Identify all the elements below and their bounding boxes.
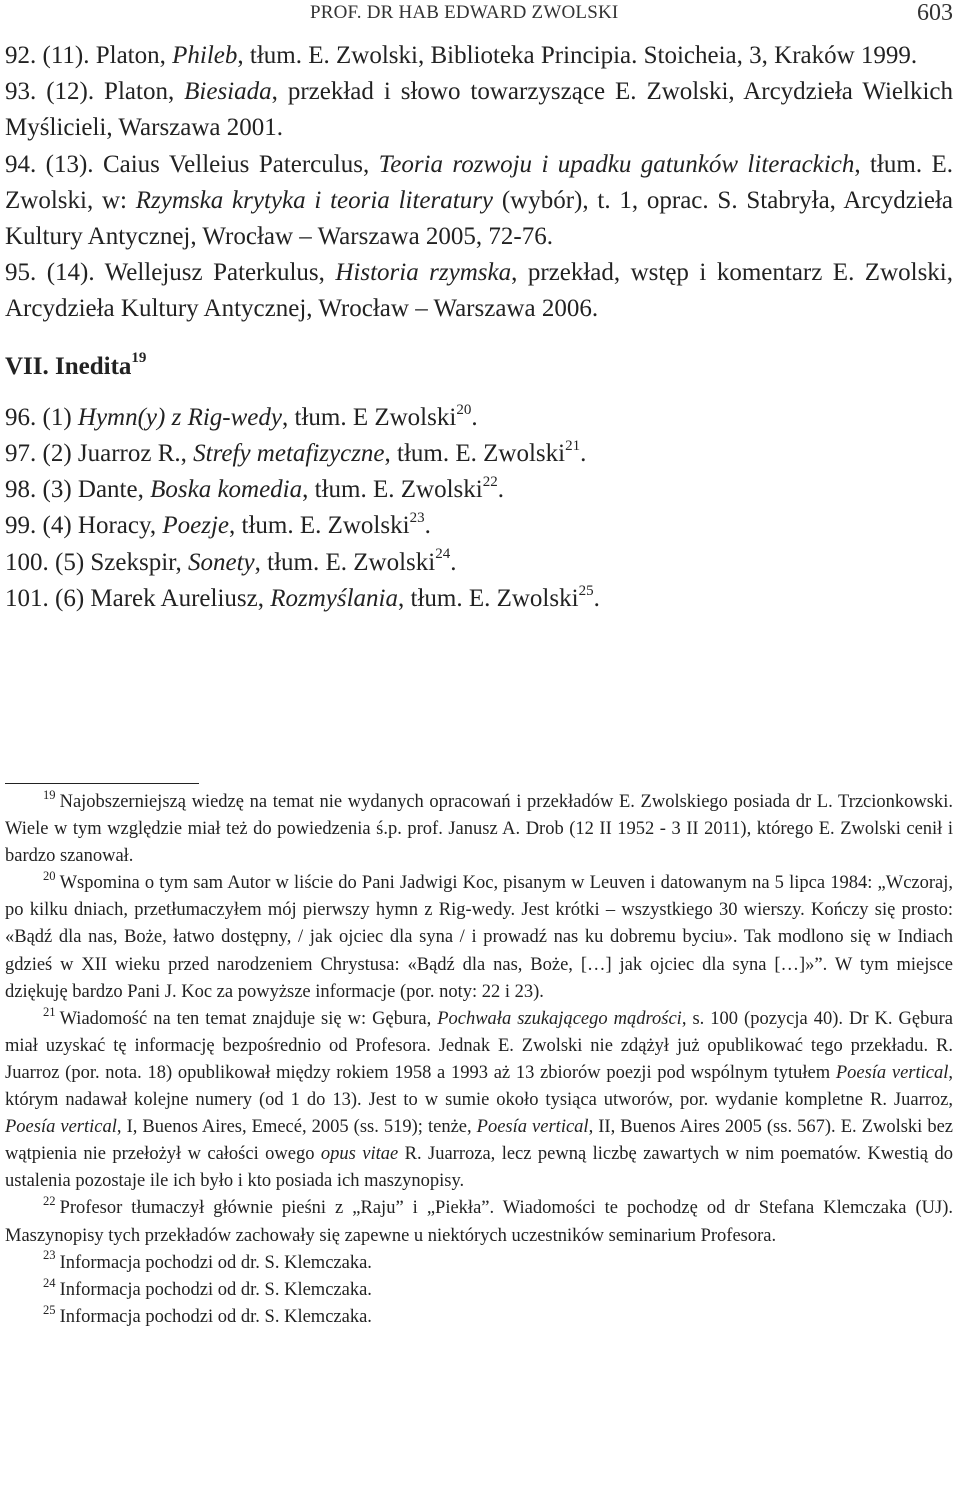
footnote-ref: 21	[565, 437, 581, 454]
footnote-number: 19	[43, 787, 56, 802]
entry-number: 98.	[5, 476, 43, 504]
inedita-entry	[5, 581, 953, 617]
footnote-marker	[5, 1006, 56, 1033]
footnote-ref: 20	[456, 401, 472, 418]
section-title: VII. Inedita	[5, 352, 132, 380]
page-header	[5, 2, 953, 28]
text-run: , tłum. E. Zwolski	[254, 548, 436, 576]
text-run: , tłum. E. Zwolski	[398, 584, 579, 612]
entry-number: 97.	[5, 440, 43, 468]
text-run: Profesor tłumaczył głównie pieśni z „Raju” i „Piekła”. Wiadomości te pochodzę od dr Stefana Klemczaka (UJ). Maszynopisy tych przekładów zachowały się zapewne u niektórych uczestników seminarium Profesora.	[5, 1198, 953, 1246]
text-run: , tłum. E. Zwolski	[384, 440, 566, 468]
footnotes	[5, 789, 953, 1331]
text-run: Caius Velleius Paterculus,	[102, 150, 379, 178]
italic-title: Phileb	[172, 42, 238, 69]
footnote-number: 21	[43, 1004, 56, 1019]
footnote	[5, 1006, 953, 1196]
document-page	[5, 0, 953, 1498]
bibliography-entry	[5, 147, 953, 256]
footnote-ref: 23	[409, 510, 425, 527]
text-run: Informacja pochodzi od dr. S. Klemczaka.	[59, 1306, 372, 1327]
text-run: (1)	[42, 403, 78, 431]
text-run: Platon,	[104, 78, 185, 106]
footnote-marker	[5, 1304, 56, 1331]
text-run: , tłum. E. Zwolski	[302, 476, 483, 504]
footnote-ref: 24	[435, 546, 451, 563]
text-run: , którym nadawał kolejne numery (od 1 do 13). Jest to w sumie około tysiąca utworów, por. wydanie kompletne R. Juarroz,	[5, 1062, 954, 1111]
entry-number: 99.	[5, 512, 43, 540]
text-run: .	[497, 476, 504, 504]
entry-number: 96.	[5, 403, 43, 431]
text-run: (4) Horacy,	[42, 512, 163, 540]
italic-title: opus vitae	[320, 1144, 399, 1165]
footnote	[5, 870, 953, 1005]
text-run: Wspomina o tym sam Autor w liście do Pani Jadwigi Koc, pisanym w Leuven i datowanym na 5 lipca 1984: „Wczoraj, po kilku dniach, przetłumaczyłem mój pierwszy hymn z Rig-wedy. Jest krótki – wszystkiego 30 wierszy. Kończy się prosto: «Bądź dla nas, Boże, łatwo dostępny, / jak ojciec dla syna / i prowadź nas ku dobremu byciu». Tak modlono się w Indiach gdzieś w XII wieku przed narodzeniem Chrystusa: «Bądź dla nas, Boże, […] jak ojciec dla syna […]»”. W tym miejsce dziękuję bardzo Pani J. Koc za powyższe informacje (por. noty: 22 i 23).	[5, 873, 953, 1002]
footnote	[5, 1304, 953, 1331]
inedita-list	[5, 400, 953, 617]
entry-number: 94. (13).	[5, 150, 103, 178]
footnote-number: 25	[43, 1302, 56, 1317]
inedita-entry	[5, 508, 953, 544]
footnote-number: 24	[43, 1275, 56, 1290]
inedita-entry	[5, 545, 953, 581]
italic-title: Poesía vertical	[5, 1117, 117, 1138]
italic-title: Strefy metafizyczne	[193, 440, 385, 468]
italic-title: Poesía vertical	[835, 1062, 949, 1083]
entry-number: 93. (12).	[5, 78, 105, 106]
text-run: Najobszerniejszą wiedzę na temat nie wydanych opracowań i przekładów E. Zwolskiego posiada dr L. Trzcionkowski. Wiele w tym względzie miał też do powiedzenia ś.p. prof. Janusz A. Drob (12 II 1952 - 3 II 2011), którego E. Zwolski cenił i bardzo szanował.	[5, 792, 953, 867]
text-run: (wybór), t. 1, oprac. S. Stabryła, Arcydzieła Kultury Antycznej, Wrocław – Warszawa 2005, 72-76.	[5, 186, 953, 251]
bibliography-entry	[5, 74, 953, 146]
italic-title: Rzymska krytyka i teoria literatury	[135, 186, 494, 214]
inedita-entry	[5, 472, 953, 508]
text-run: (2) Juarroz R.,	[42, 440, 194, 468]
entry-number: 101.	[5, 584, 55, 612]
italic-title: Boska komedia	[150, 476, 303, 504]
footnote-ref: 22	[482, 473, 498, 490]
running-title: PROF. DR HAB EDWARD ZWOLSKI	[310, 2, 619, 23]
footnote	[5, 1250, 953, 1277]
footnote-ref: 19	[131, 350, 147, 367]
main-text	[5, 38, 953, 617]
text-run: , przekład i słowo towarzyszące E. Zwolski, Arcydzieła Wielkich Myślicieli, Warszawa 2001.	[5, 78, 953, 142]
text-run: (3) Dante,	[42, 476, 151, 504]
text-run: (5) Szekspir,	[55, 548, 188, 576]
entry-number: 95. (14).	[5, 259, 105, 287]
entry-number: 92. (11).	[5, 42, 96, 69]
italic-title: Sonety	[188, 548, 255, 576]
italic-title: Poesía vertical	[476, 1117, 589, 1138]
text-run: .	[580, 440, 587, 468]
italic-title: Hymn(y) z Rig-wedy	[77, 403, 282, 431]
section-heading	[5, 349, 953, 385]
footnote-marker	[5, 1250, 56, 1277]
footnote-separator	[5, 783, 199, 784]
text-run: Informacja pochodzi od dr. S. Klemczaka.	[59, 1252, 372, 1273]
entry-number: 100.	[5, 548, 55, 576]
text-run: Platon,	[95, 42, 173, 69]
footnote-ref: 25	[578, 582, 594, 599]
text-run: , przekład, wstęp i komentarz E. Zwolski, Arcydzieła Kultury Antycznej, Wrocław – Warszawa 2006.	[5, 259, 953, 323]
italic-title: Biesiada	[184, 78, 272, 106]
italic-title: Rozmyślania	[270, 584, 398, 612]
italic-title: Teoria rozwoju i upadku gatunków literackich	[378, 150, 855, 178]
footnote	[5, 1195, 953, 1249]
bibliography-list	[5, 38, 953, 328]
footnote-number: 20	[43, 869, 56, 884]
text-run: , tłum. E Zwolski	[282, 403, 457, 431]
footnote-number: 22	[43, 1194, 56, 1209]
text-run: (6) Marek Aureliusz,	[55, 584, 271, 612]
bibliography-entry	[5, 255, 953, 327]
inedita-entry	[5, 400, 953, 436]
footnote-marker	[5, 870, 56, 897]
footnote	[5, 789, 953, 870]
inedita-entry	[5, 436, 953, 472]
page-number: 603	[917, 0, 953, 26]
footnote-marker	[5, 1195, 56, 1222]
italic-title: Historia rzymska	[335, 259, 512, 287]
text-run: , tłum. E. Zwolski	[229, 512, 410, 540]
text-run: .	[424, 512, 431, 540]
text-run: Wiadomość na ten temat znajduje się w: Gębura,	[59, 1008, 438, 1029]
text-run: , tłum. E. Zwolski, w:	[5, 150, 953, 214]
text-run: Informacja pochodzi od dr. S. Klemczaka.	[59, 1279, 372, 1300]
text-run: .	[450, 548, 457, 576]
text-run: .	[471, 403, 478, 431]
footnote-number: 23	[43, 1248, 56, 1263]
italic-title: Poezje	[162, 512, 229, 540]
text-run: .	[593, 584, 600, 612]
text-run: , s. 100 (pozycja 40). Dr K. Gębura miał uzyskać tę informację bezpośrednio od Profesora. Jednak E. Zwolski nie zdążył już opublikować tego przekładu. R. Juarroz (por. nota. 18) opublikował między rokiem 1958 a 1993 aż 13 zbiorów poezji pod wspólnym tytułem	[5, 1008, 953, 1083]
footnote	[5, 1277, 953, 1304]
italic-title: Pochwała szukającego mądrości	[437, 1008, 682, 1029]
text-run: , II, Buenos Aires 2005 (ss. 567). E. Zwolski bez wątpienia nie przełożył w całości owego	[5, 1117, 954, 1165]
footnote-marker	[5, 1277, 56, 1304]
text-run: R. Juarroza, lecz pewną liczbę zawartych w nim poematów. Kwestią do ustalenia pozostaje ile ich było i kto posiada ich maszynopisy.	[5, 1144, 954, 1192]
text-run: , I, Buenos Aires, Emecé, 2005 (ss. 519); tenże,	[116, 1117, 477, 1138]
bibliography-entry	[5, 38, 953, 74]
text-run: Wellejusz Paterkulus,	[104, 259, 336, 287]
text-run: , tłum. E. Zwolski, Biblioteka Principia. Stoicheia, 3, Kraków 1999.	[237, 42, 918, 69]
footnote-marker	[5, 789, 56, 816]
